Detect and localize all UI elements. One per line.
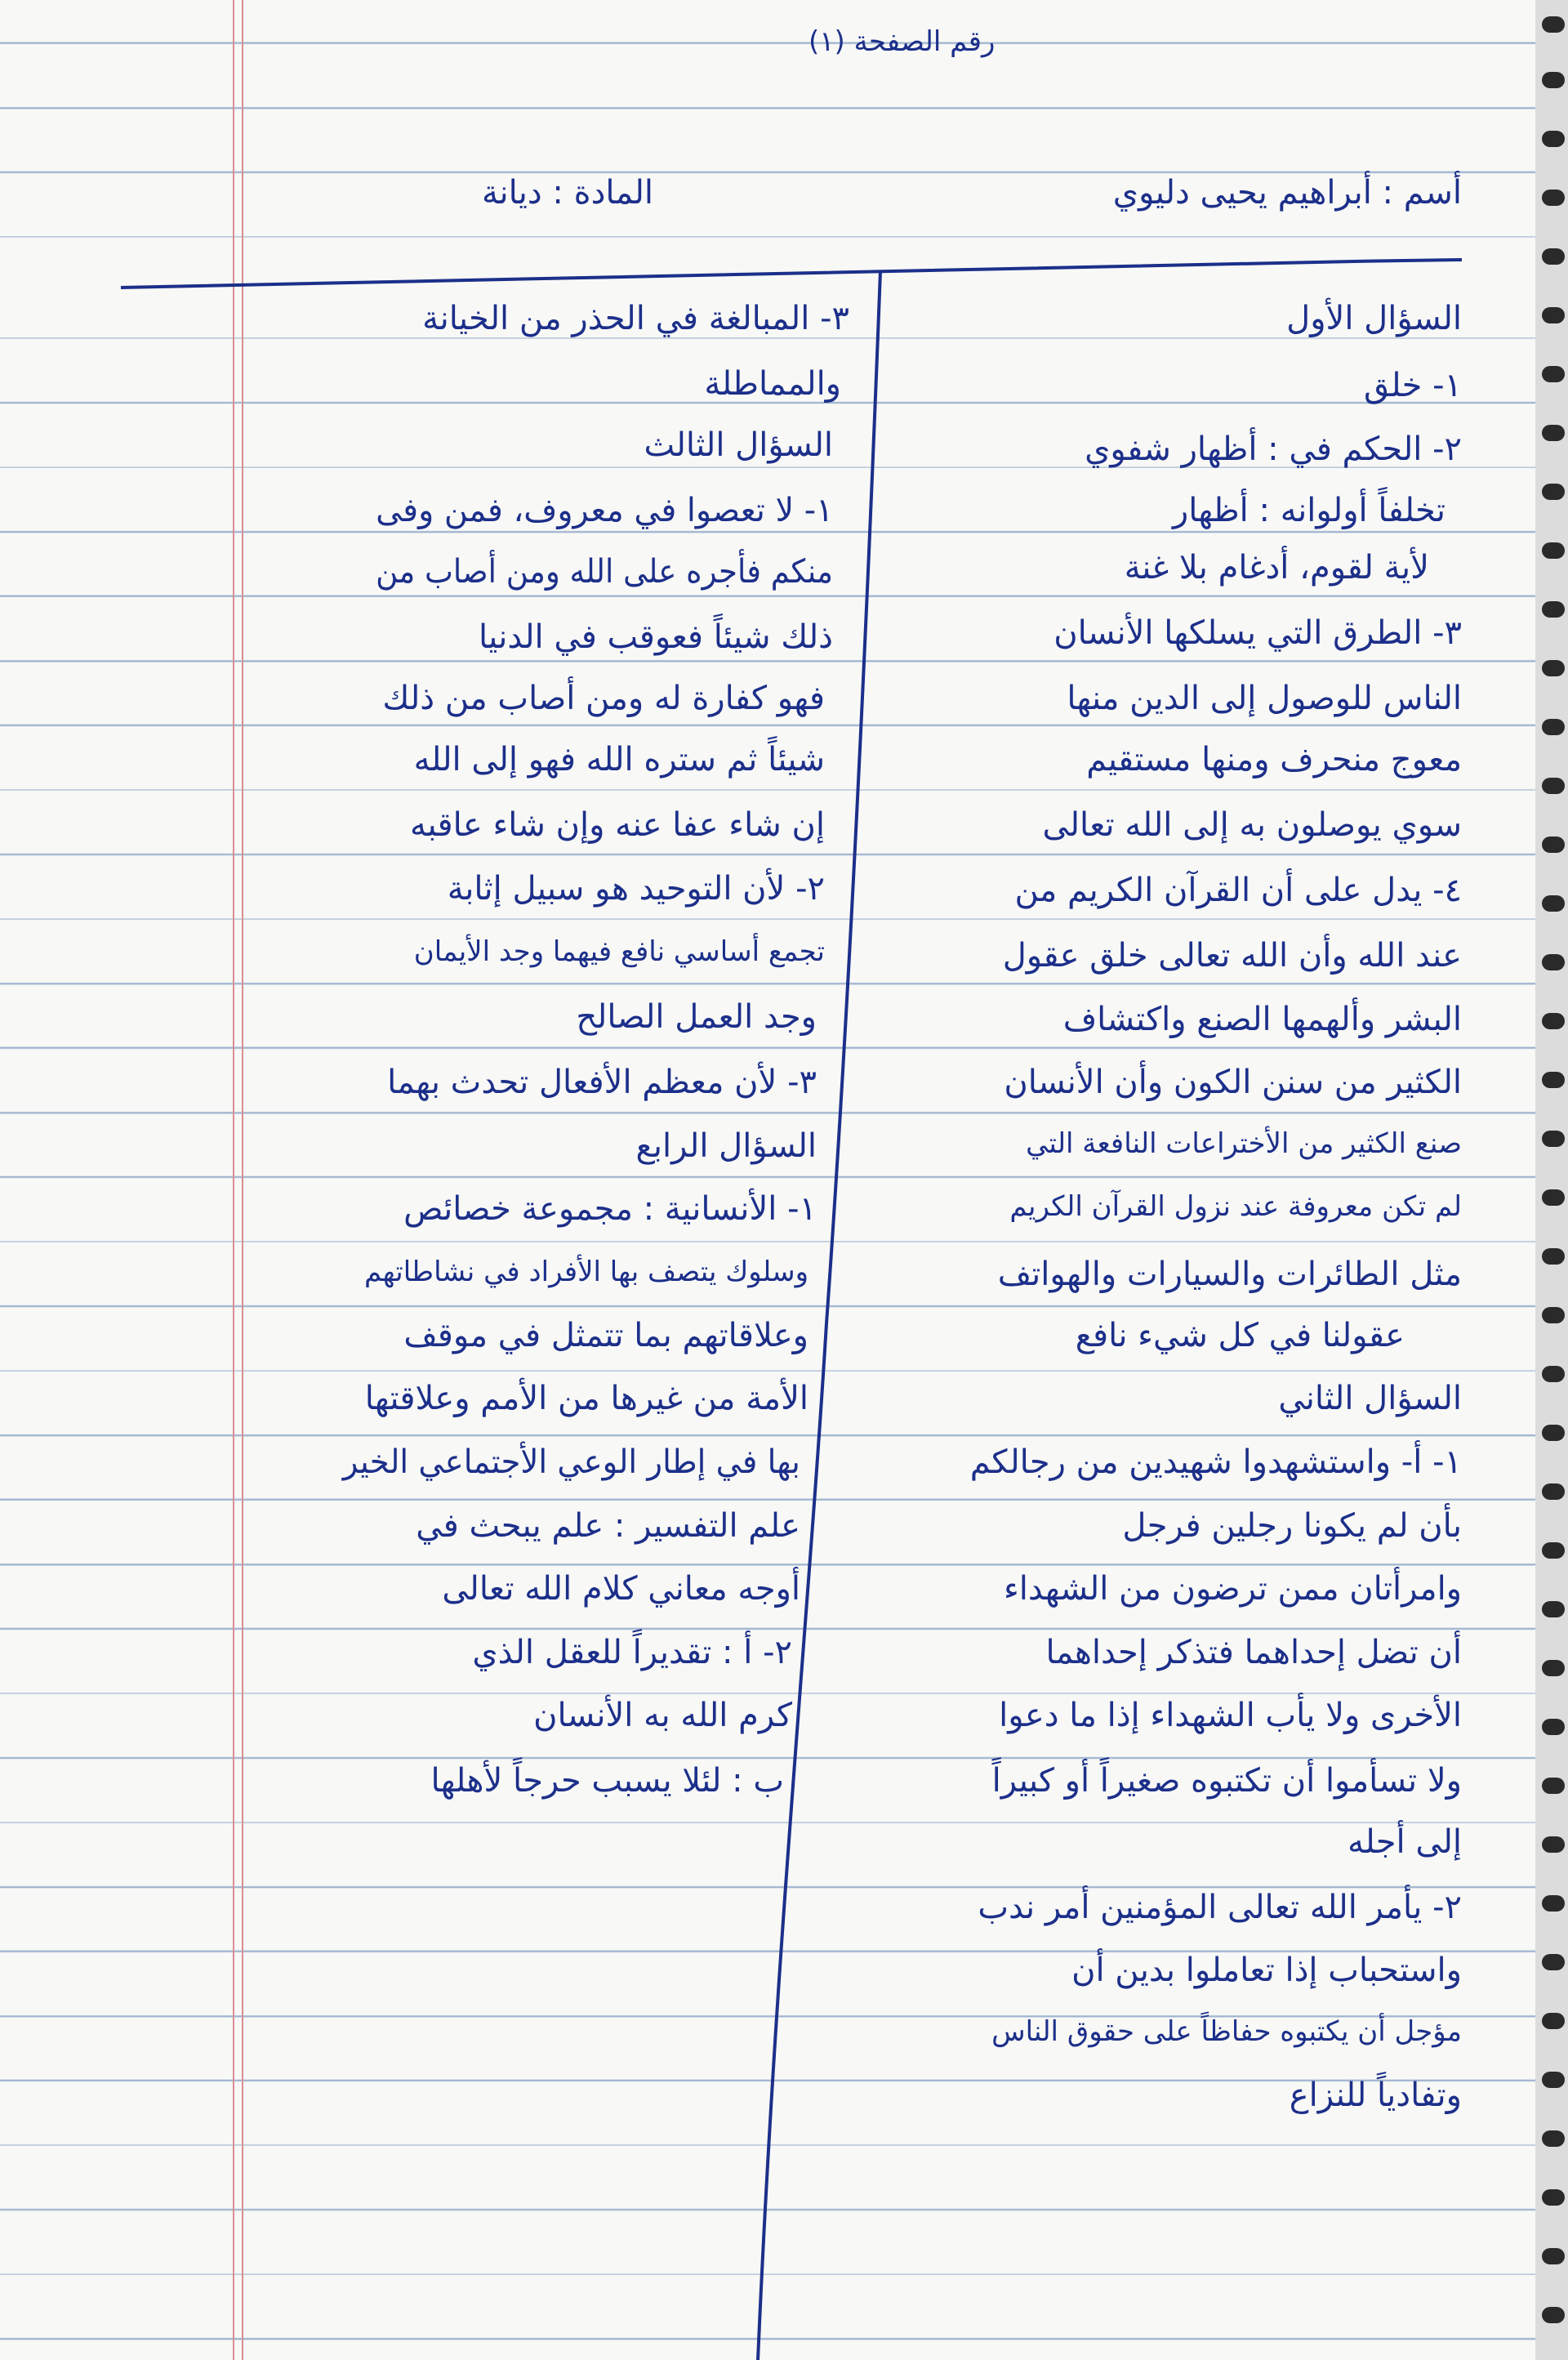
right-line: أن تضل إحداهما فتذكر إحداهما [1045, 1634, 1462, 1671]
right-line: السؤال الثاني [1278, 1380, 1462, 1417]
binding-ring [1542, 778, 1565, 794]
binding-ring [1542, 719, 1565, 735]
right-line: وامرأتان ممن ترضون من الشهداء [1003, 1570, 1462, 1608]
left-line: السؤال الرابع [635, 1127, 817, 1165]
binding-ring [1542, 1836, 1565, 1853]
binding-ring [1542, 484, 1565, 500]
right-line: ٤- يدل على أن القرآن الكريم من [1014, 872, 1462, 909]
binding-ring [1542, 2248, 1565, 2264]
binding-ring [1542, 2307, 1565, 2323]
binding-ring [1542, 190, 1565, 206]
right-line: عقولنا في كل شيء نافع [1075, 1317, 1405, 1354]
left-line: ٢- أ : تقديراً للعقل الذي [472, 1634, 792, 1671]
binding-ring [1542, 307, 1565, 323]
binding-ring [1542, 1483, 1565, 1500]
binding-ring [1542, 2072, 1565, 2088]
right-line: لم تكن معروفة عند نزول القرآن الكريم [1009, 1190, 1462, 1223]
left-line: الأمة من غيرها من الأمم وعلاقتها [364, 1380, 808, 1417]
left-line: ٣- لأن معظم الأفعال تحدث بهما [387, 1064, 817, 1101]
left-line: وعلاقاتهم بما تتمثل في موقف [403, 1317, 808, 1354]
binding-ring [1542, 542, 1565, 559]
binding-ring [1542, 1719, 1565, 1735]
left-line: منكم فأجره على الله ومن أصاب من [376, 553, 833, 591]
binding-ring [1542, 1660, 1565, 1676]
binding-ring [1542, 660, 1565, 676]
left-line: ٢- لأن التوحيد هو سبيل إثابة [447, 870, 825, 908]
right-line: بأن لم يكونا رجلين فرجل [1122, 1507, 1462, 1545]
right-line: لأية لقوم، أدغام بلا غنة [1124, 549, 1429, 587]
left-line: وسلوك يتصف بها الأفراد في نشاطاتهم [363, 1256, 808, 1288]
right-line: ٢- يأمر الله تعالى المؤمنين أمر ندب [978, 1889, 1462, 1926]
binding-ring [1542, 72, 1565, 88]
right-line: مثل الطائرات والسيارات والهواتف [997, 1256, 1462, 1293]
binding-ring [1542, 1131, 1565, 1147]
binding-ring [1542, 1072, 1565, 1088]
binding-ring [1542, 1601, 1565, 1617]
student-name: أسم : أبراهيم يحيى دليوي [1112, 174, 1462, 212]
right-line: تخلفاً أولوانه : أظهار [1172, 492, 1446, 529]
right-line: ٣- الطرق التي يسلكها الأنسان [1054, 614, 1462, 652]
right-line: الأخرى ولا يأب الشهداء إذا ما دعوا [999, 1697, 1462, 1734]
left-line: السؤال الثالث [644, 426, 833, 464]
binding-ring [1542, 895, 1565, 912]
left-line: تجمع أساسي نافع فيهما وجد الأيمان [413, 935, 825, 968]
binding-ring [1542, 425, 1565, 441]
left-line: أوجه معاني كلام الله تعالى [442, 1570, 800, 1608]
left-line: ب : لئلا يسبب حرجاً لأهلها [430, 1762, 784, 1800]
left-line: ١- الأنسانية : مجموعة خصائص [403, 1190, 817, 1228]
binding-ring [1542, 131, 1565, 147]
right-line: سوي يوصلون به إلى الله تعالى [1042, 806, 1462, 844]
left-line: ١- لا تعصوا في معروف، فمن وفى [375, 492, 833, 529]
left-line: ٣- المبالغة في الحذر من الخيانة [422, 300, 849, 337]
binding-ring [1542, 2013, 1565, 2029]
right-line: واستحباب إذا تعاملوا بدين أن [1071, 1952, 1462, 1989]
binding-ring [1542, 2189, 1565, 2206]
right-line: البشر وألهمها الصنع واكتشاف [1062, 1001, 1462, 1038]
left-line: ذلك شيئاً فعوقب في الدنيا [478, 618, 833, 656]
page-number: رقم الصفحة (١) [808, 25, 996, 58]
header-rule [121, 260, 1462, 288]
right-line: السؤال الأول [1286, 300, 1462, 337]
subject-label: المادة : ديانة [482, 174, 653, 212]
right-line: ١- أ- واستشهدوا شهيدين من رجالكم [969, 1443, 1462, 1481]
right-line: عند الله وأن الله تعالى خلق عقول [1002, 937, 1462, 975]
right-line: الناس للوصول إلى الدين منها [1067, 680, 1462, 717]
left-line: فهو كفارة له ومن أصاب من ذلك [382, 680, 825, 717]
left-line: كرم الله به الأنسان [533, 1697, 792, 1734]
binding-ring [1542, 1954, 1565, 1970]
binding-ring [1542, 2130, 1565, 2147]
right-line: وتفادياً للنزاع [1289, 2077, 1462, 2114]
left-line: شيئاً ثم ستره الله فهو إلى الله [413, 741, 825, 778]
binding-ring [1542, 954, 1565, 970]
binding-ring [1542, 601, 1565, 618]
binding-ring [1542, 16, 1565, 33]
binding-ring [1542, 1542, 1565, 1559]
binding-ring [1542, 1248, 1565, 1265]
right-line: مؤجل أن يكتبوه حفاظاً على حقوق الناس [991, 2015, 1462, 2048]
left-line: إن شاء عفا عنه وإن شاء عاقبه [410, 806, 825, 844]
right-line: معوج منحرف ومنها مستقيم [1086, 741, 1462, 778]
left-line: علم التفسير : علم يبحث في [416, 1507, 800, 1545]
left-line: وجد العمل الصالح [576, 998, 817, 1036]
binding-ring [1542, 1189, 1565, 1206]
right-line: ١- خلق [1364, 367, 1462, 404]
right-line: صنع الكثير من الأختراعات النافعة التي [1026, 1127, 1462, 1160]
right-line: الكثير من سنن الكون وأن الأنسان [1004, 1064, 1462, 1101]
binding-ring [1542, 1778, 1565, 1794]
spiral-binding [1535, 0, 1568, 2360]
binding-ring [1542, 248, 1565, 265]
binding-ring [1542, 1013, 1565, 1029]
binding-ring [1542, 1366, 1565, 1382]
right-line: ٢- الحكم في : أظهار شفوي [1085, 431, 1462, 468]
left-line: بها في إطار الوعي الأجتماعي الخير [342, 1443, 800, 1481]
left-line: والمماطلة [704, 365, 841, 403]
right-line: ولا تسأموا أن تكتبوه صغيراً أو كبيراً [991, 1762, 1462, 1800]
binding-ring [1542, 366, 1565, 382]
right-line: إلى أجله [1348, 1823, 1462, 1861]
binding-ring [1542, 1895, 1565, 1912]
binding-ring [1542, 1425, 1565, 1441]
binding-ring [1542, 1307, 1565, 1323]
binding-ring [1542, 836, 1565, 853]
